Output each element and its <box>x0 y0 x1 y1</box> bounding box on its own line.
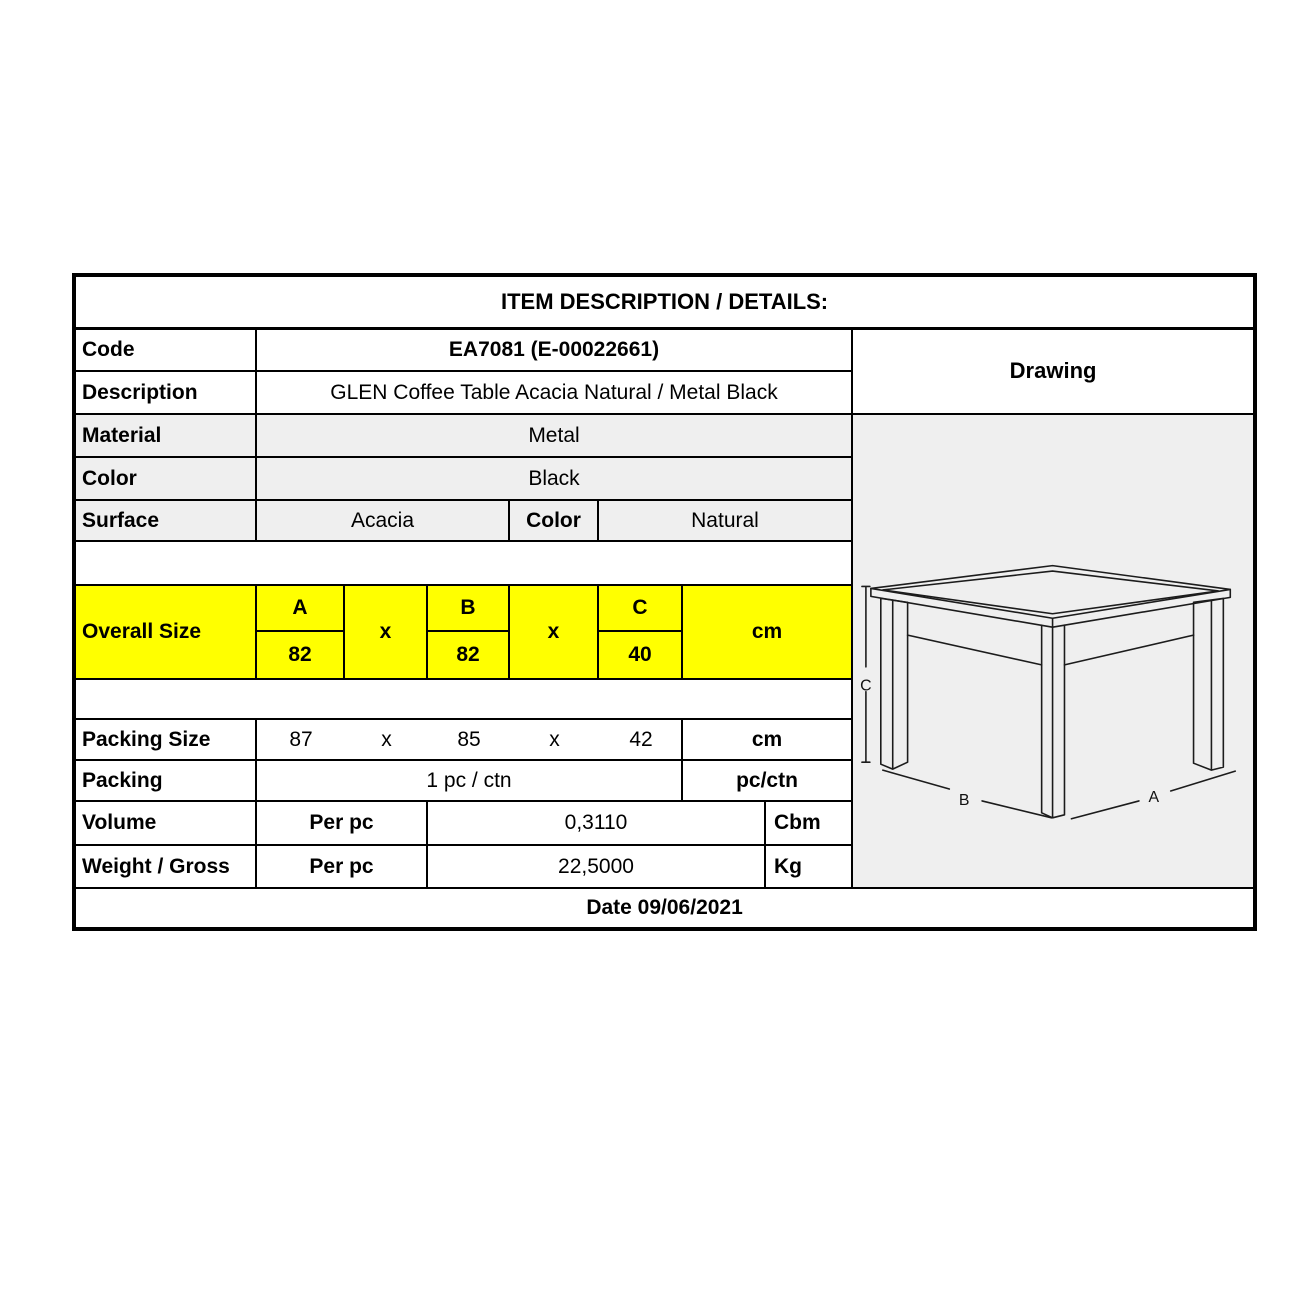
surface-color-value: Natural <box>598 500 852 541</box>
dim-label-a: A <box>1148 788 1160 806</box>
drawing-cell <box>852 414 1255 888</box>
surface-color-label: Color <box>509 500 598 541</box>
overall-size-sep-1: x <box>344 585 427 679</box>
description-label: Description <box>74 371 256 414</box>
material-row <box>74 414 1255 457</box>
dim-label-c: C <box>860 677 872 695</box>
overall-size-unit: cm <box>682 585 852 679</box>
packing-size-label: Packing Size <box>74 719 256 760</box>
packing-size-value-a: 87 <box>289 727 313 751</box>
volume-unit: Cbm <box>765 801 852 845</box>
overall-size-dim-b: B <box>427 585 509 631</box>
packing-size-sep-1: x <box>381 727 392 751</box>
weight-basis: Per pc <box>256 845 427 888</box>
dim-line-b <box>883 770 1052 818</box>
packing-size-values <box>256 719 682 760</box>
overall-size-sep-2: x <box>509 585 598 679</box>
page-title: ITEM DESCRIPTION / DETAILS: <box>74 275 1255 328</box>
volume-basis: Per pc <box>256 801 427 845</box>
date-row <box>74 888 1255 929</box>
color-label: Color <box>74 457 256 500</box>
weight-unit: Kg <box>765 845 852 888</box>
overall-size-value-c: 40 <box>598 631 682 679</box>
sketch-leg-right <box>1194 598 1224 770</box>
code-row <box>74 328 1255 371</box>
code-value: EA7081 (E-00022661) <box>256 328 852 371</box>
dim-line-a <box>1071 771 1235 819</box>
overall-size-value-b: 82 <box>427 631 509 679</box>
spec-table <box>72 273 1257 931</box>
packing-value: 1 pc / ctn <box>256 760 682 801</box>
packing-size-value-c: 42 <box>629 727 653 751</box>
volume-label: Volume <box>74 801 256 845</box>
sketch-apron-left <box>908 635 1042 665</box>
packing-size-sep-2: x <box>549 727 560 751</box>
packing-label: Packing <box>74 760 256 801</box>
sketch-tabletop-outer <box>871 566 1230 619</box>
weight-value: 22,5000 <box>427 845 765 888</box>
weight-label: Weight / Gross <box>74 845 256 888</box>
spacer-cell <box>74 679 852 719</box>
material-value: Metal <box>256 414 852 457</box>
description-value: GLEN Coffee Table Acacia Natural / Metal Black <box>256 371 852 414</box>
overall-size-dim-c: C <box>598 585 682 631</box>
overall-size-label: Overall Size <box>74 585 256 679</box>
packing-unit: pc/ctn <box>682 760 852 801</box>
sketch-leg-left <box>881 598 908 769</box>
surface-value: Acacia <box>256 500 509 541</box>
dim-label-b: B <box>958 791 970 809</box>
sketch-apron-right <box>1064 635 1193 665</box>
spacer-cell <box>74 541 852 585</box>
date-footer: Date 09/06/2021 <box>74 888 1255 929</box>
table-sketch <box>853 415 1253 887</box>
packing-size-unit: cm <box>682 719 852 760</box>
volume-value: 0,3110 <box>427 801 765 845</box>
overall-size-value-a: 82 <box>256 631 344 679</box>
overall-size-dim-a: A <box>256 585 344 631</box>
drawing-title: Drawing <box>852 328 1255 414</box>
packing-size-value-b: 85 <box>457 727 481 751</box>
title-row <box>74 275 1255 328</box>
color-value: Black <box>256 457 852 500</box>
dim-line-c <box>860 586 871 762</box>
material-label: Material <box>74 414 256 457</box>
sketch-leg-front <box>1042 625 1065 818</box>
surface-label: Surface <box>74 500 256 541</box>
sketch-tabletop-thickness <box>871 588 1230 627</box>
code-label: Code <box>74 328 256 371</box>
